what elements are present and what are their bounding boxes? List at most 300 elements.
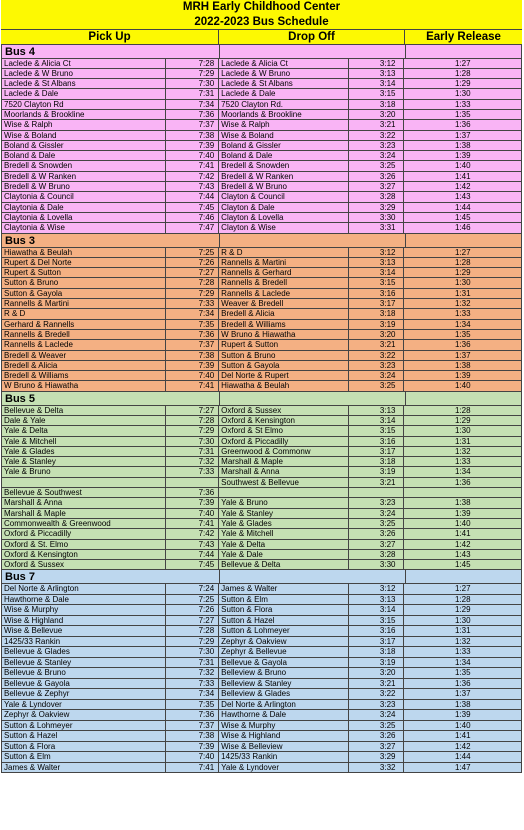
dropoff-stop: R & D bbox=[219, 248, 349, 257]
pickup-stop: Marshall & Maple bbox=[2, 509, 166, 518]
dropoff-time: 3:27 bbox=[349, 742, 405, 752]
dropoff-stop: 1425/33 Rankin bbox=[219, 752, 349, 762]
schedule-row bbox=[2, 361, 521, 371]
dropoff-time: 3:22 bbox=[349, 351, 405, 360]
pickup-time: 7:27 bbox=[166, 268, 219, 277]
early-release-time: 1:37 bbox=[454, 350, 471, 360]
dropoff-stop: Yale & Lyndover bbox=[219, 763, 349, 773]
dropoff-time: 3:25 bbox=[349, 381, 405, 390]
dropoff-time: 3:15 bbox=[349, 89, 405, 98]
early-release-time: 1:38 bbox=[454, 140, 471, 150]
early-release-time: 1:33 bbox=[454, 647, 471, 657]
dropoff-stop: Rannells & Bredell bbox=[219, 278, 349, 287]
schedule-row bbox=[2, 59, 521, 69]
early-release-time: 1:37 bbox=[454, 689, 471, 699]
dropoff-stop: Yale & Bruno bbox=[219, 498, 349, 507]
pickup-time: 7:28 bbox=[166, 278, 219, 287]
schedule-row bbox=[2, 700, 521, 711]
dropoff-stop: Yale & Dale bbox=[219, 550, 349, 559]
pickup-time: 7:26 bbox=[166, 258, 219, 267]
pickup-time: 7:40 bbox=[166, 151, 219, 160]
early-release-time: 1:43 bbox=[454, 192, 471, 202]
dropoff-stop: Wise & Murphy bbox=[219, 721, 349, 731]
schedule-row bbox=[2, 110, 521, 120]
schedule-row bbox=[2, 498, 521, 508]
schedule-row bbox=[2, 278, 521, 288]
title-line-1: MRH Early Childhood Center bbox=[1, 0, 522, 15]
schedule-row bbox=[2, 351, 521, 361]
pickup-time: 7:37 bbox=[166, 120, 219, 129]
early-release-time: 1:46 bbox=[454, 223, 471, 233]
pickup-time: 7:33 bbox=[166, 299, 219, 308]
pickup-stop: Bellevue & Stanley bbox=[2, 658, 166, 668]
pickup-time: 7:42 bbox=[166, 172, 219, 181]
dropoff-stop: Weaver & Bredell bbox=[219, 299, 349, 308]
dropoff-stop: Yale & Stanley bbox=[219, 509, 349, 518]
dropoff-stop: Sutton & Lohmeyer bbox=[219, 626, 349, 636]
early-release-time: 1:41 bbox=[454, 731, 471, 741]
schedule-row bbox=[2, 731, 521, 742]
pickup-stop: Sutton & Elm bbox=[2, 752, 166, 762]
dropoff-stop: Wise & Belleview bbox=[219, 742, 349, 752]
schedule-row bbox=[2, 69, 521, 79]
pickup-time: 7:46 bbox=[166, 213, 219, 222]
dropoff-time: 3:20 bbox=[349, 668, 405, 678]
pickup-time: 7:29 bbox=[166, 289, 219, 298]
dropoff-stop: Southwest & Bellevue bbox=[219, 478, 349, 487]
pickup-stop: Yale & Mitchell bbox=[2, 437, 166, 446]
schedule-row bbox=[2, 488, 521, 498]
dropoff-stop: Yale & Delta bbox=[219, 540, 349, 549]
early-release-time: 1:36 bbox=[454, 678, 471, 688]
bus-section bbox=[1, 392, 522, 571]
early-release-time: 1:40 bbox=[454, 161, 471, 171]
bus-heading bbox=[2, 234, 521, 248]
dropoff-time: 3:21 bbox=[349, 340, 405, 349]
pickup-stop: Laclede & W Bruno bbox=[2, 69, 166, 78]
bus-heading bbox=[2, 392, 521, 406]
pickup-stop: Laclede & Alicia Ct bbox=[2, 59, 166, 68]
early-release-time bbox=[404, 488, 521, 497]
pickup-time: 7:40 bbox=[166, 752, 219, 762]
pickup-stop: Marshall & Anna bbox=[2, 498, 166, 507]
schedule-row bbox=[2, 763, 521, 774]
pickup-stop: Gerhard & Rannells bbox=[2, 320, 166, 329]
dropoff-stop: Zephyr & Bellevue bbox=[219, 647, 349, 657]
schedule-row bbox=[2, 213, 521, 223]
dropoff-time: 3:29 bbox=[349, 752, 405, 762]
dropoff-stop: Bredell & Alicia bbox=[219, 309, 349, 318]
dropoff-time: 3:21 bbox=[349, 478, 405, 487]
early-release-time: 1:41 bbox=[454, 529, 471, 539]
dropoff-time: 3:25 bbox=[349, 519, 405, 528]
dropoff-stop: Oxford & St Elmo bbox=[219, 426, 349, 435]
pickup-stop: Bellevue & Glades bbox=[2, 647, 166, 657]
pickup-stop: Bellevue & Delta bbox=[2, 406, 166, 415]
pickup-stop: Yale & Stanley bbox=[2, 457, 166, 466]
early-release-time: 1:30 bbox=[454, 426, 471, 436]
pickup-stop: Oxford & Kensington bbox=[2, 550, 166, 559]
schedule-row bbox=[2, 268, 521, 278]
dropoff-time: 3:16 bbox=[349, 437, 405, 446]
dropoff-time: 3:31 bbox=[349, 223, 405, 232]
schedule-row bbox=[2, 668, 521, 679]
dropoff-time: 3:12 bbox=[349, 248, 405, 257]
pickup-time: 7:36 bbox=[166, 110, 219, 119]
schedule-row bbox=[2, 437, 521, 447]
pickup-stop: Claytonia & Lovella bbox=[2, 213, 166, 222]
pickup-stop: Sutton & Gayola bbox=[2, 289, 166, 298]
early-release-time: 1:32 bbox=[454, 299, 471, 309]
dropoff-time: 3:23 bbox=[349, 361, 405, 370]
dropoff-time: 3:26 bbox=[349, 731, 405, 741]
dropoff-time: 3:22 bbox=[349, 131, 405, 140]
early-release-time: 1:29 bbox=[454, 79, 471, 89]
early-release-time: 1:33 bbox=[454, 309, 471, 319]
pickup-stop: Rupert & Sutton bbox=[2, 268, 166, 277]
schedule-row bbox=[2, 371, 521, 381]
dropoff-time: 3:23 bbox=[349, 700, 405, 710]
dropoff-time: 3:25 bbox=[349, 721, 405, 731]
early-release-time: 1:30 bbox=[454, 278, 471, 288]
pickup-stop: Moorlands & Brookline bbox=[2, 110, 166, 119]
pickup-time: 7:25 bbox=[166, 248, 219, 257]
dropoff-time: 3:17 bbox=[349, 637, 405, 647]
dropoff-time: 3:15 bbox=[349, 278, 405, 287]
dropoff-stop: Marshall & Maple bbox=[219, 457, 349, 466]
dropoff-time: 3:30 bbox=[349, 213, 405, 222]
pickup-time: 7:35 bbox=[166, 320, 219, 329]
column-headers bbox=[1, 29, 522, 45]
dropoff-time: 3:18 bbox=[349, 647, 405, 657]
pickup-stop: Wise & Boland bbox=[2, 131, 166, 140]
pickup-stop: W Bruno & Hiawatha bbox=[2, 381, 166, 390]
dropoff-stop bbox=[219, 488, 349, 497]
early-release-time: 1:40 bbox=[454, 518, 471, 528]
dropoff-stop: Laclede & St Albans bbox=[219, 79, 349, 88]
pickup-time: 7:28 bbox=[166, 626, 219, 636]
pickup-stop: Bellevue & Bruno bbox=[2, 668, 166, 678]
pickup-stop: Bredell & Weaver bbox=[2, 351, 166, 360]
dropoff-stop: Del Norte & Rupert bbox=[219, 371, 349, 380]
schedule-row bbox=[2, 223, 521, 233]
early-release-time: 1:42 bbox=[454, 539, 471, 549]
pickup-stop: Zephyr & Oakview bbox=[2, 710, 166, 720]
schedule-row bbox=[2, 120, 521, 130]
pickup-stop: Dale & Yale bbox=[2, 416, 166, 425]
dropoff-stop: Clayton & Wise bbox=[219, 223, 349, 232]
schedule-row bbox=[2, 679, 521, 690]
dropoff-time: 3:17 bbox=[349, 447, 405, 456]
early-release-time: 1:28 bbox=[454, 594, 471, 604]
bus-name: Bus 7 bbox=[5, 570, 220, 583]
early-release-time: 1:42 bbox=[454, 741, 471, 751]
early-release-time: 1:29 bbox=[454, 268, 471, 278]
schedule-row bbox=[2, 742, 521, 753]
dropoff-stop: Sutton & Gayola bbox=[219, 361, 349, 370]
dropoff-time: 3:18 bbox=[349, 100, 405, 109]
pickup-time: 7:37 bbox=[166, 721, 219, 731]
early-release-time: 1:28 bbox=[454, 405, 471, 415]
pickup-stop: Hiawatha & Beulah bbox=[2, 248, 166, 257]
pickup-stop: Del Norte & Arlington bbox=[2, 584, 166, 594]
dropoff-time: 3:25 bbox=[349, 161, 405, 170]
dropoff-time: 3:19 bbox=[349, 467, 405, 476]
dropoff-stop: Oxford & Sussex bbox=[219, 406, 349, 415]
dropoff-time: 3:27 bbox=[349, 540, 405, 549]
pickup-stop: Bellevue & Southwest bbox=[2, 488, 166, 497]
pickup-stop: Oxford & Sussex bbox=[2, 560, 166, 569]
dropoff-time: 3:26 bbox=[349, 172, 405, 181]
dropoff-stop: Bredell & W Ranken bbox=[219, 172, 349, 181]
pickup-time: 7:34 bbox=[166, 100, 219, 109]
dropoff-stop: Sutton & Flora bbox=[219, 605, 349, 615]
pickup-time: 7:43 bbox=[166, 540, 219, 549]
early-release-time: 1:43 bbox=[454, 549, 471, 559]
pickup-stop: Rupert & Del Norte bbox=[2, 258, 166, 267]
early-release-time: 1:35 bbox=[454, 668, 471, 678]
schedule-row bbox=[2, 320, 521, 330]
dropoff-time: 3:24 bbox=[349, 371, 405, 380]
dropoff-stop: Bredell & Williams bbox=[219, 320, 349, 329]
schedule-row bbox=[2, 248, 521, 258]
dropoff-time: 3:12 bbox=[349, 59, 405, 68]
pickup-time: 7:38 bbox=[166, 131, 219, 140]
pickup-time: 7:25 bbox=[166, 595, 219, 605]
dropoff-stop: Rupert & Sutton bbox=[219, 340, 349, 349]
dropoff-stop: Zephyr & Oakview bbox=[219, 637, 349, 647]
pickup-time: 7:38 bbox=[166, 351, 219, 360]
pickup-stop: Wise & Highland bbox=[2, 616, 166, 626]
dropoff-stop: Oxford & Piccadilly bbox=[219, 437, 349, 446]
dropoff-time: 3:19 bbox=[349, 658, 405, 668]
schedule-row bbox=[2, 626, 521, 637]
pickup-time: 7:40 bbox=[166, 371, 219, 380]
dropoff-stop: Oxford & Kensington bbox=[219, 416, 349, 425]
dropoff-stop: Bredell & Snowden bbox=[219, 161, 349, 170]
early-release-time: 1:32 bbox=[454, 636, 471, 646]
early-release-time: 1:45 bbox=[454, 212, 471, 222]
pickup-stop: Boland & Dale bbox=[2, 151, 166, 160]
early-release-time: 1:29 bbox=[454, 416, 471, 425]
dropoff-time: 3:14 bbox=[349, 268, 405, 277]
dropoff-time: 3:13 bbox=[349, 69, 405, 78]
schedule-row bbox=[2, 340, 521, 350]
pickup-stop: Rannells & Martini bbox=[2, 299, 166, 308]
schedule-row bbox=[2, 406, 521, 416]
bus-section bbox=[1, 570, 522, 773]
bus-schedule-sheet bbox=[1, 0, 522, 773]
pickup-time: 7:24 bbox=[166, 584, 219, 594]
pickup-stop: Sutton & Bruno bbox=[2, 278, 166, 287]
pickup-time: 7:31 bbox=[166, 447, 219, 456]
early-release-time: 1:27 bbox=[454, 58, 471, 68]
pickup-time: 7:35 bbox=[166, 700, 219, 710]
dropoff-stop: Sutton & Bruno bbox=[219, 351, 349, 360]
pickup-time: 7:41 bbox=[166, 519, 219, 528]
schedule-row bbox=[2, 192, 521, 202]
early-release-time: 1:31 bbox=[454, 288, 471, 298]
pickup-stop: Bredell & Snowden bbox=[2, 161, 166, 170]
dropoff-time: 3:28 bbox=[349, 192, 405, 201]
early-release-time: 1:35 bbox=[454, 329, 471, 339]
pickup-time: 7:39 bbox=[166, 742, 219, 752]
early-release-time: 1:28 bbox=[454, 68, 471, 78]
early-release-time: 1:42 bbox=[454, 182, 471, 192]
early-release-time: 1:47 bbox=[454, 762, 471, 772]
pickup-stop: Yale & Bruno bbox=[2, 467, 166, 476]
dropoff-stop: Del Norte & Arlington bbox=[219, 700, 349, 710]
pickup-time: 7:41 bbox=[166, 161, 219, 170]
early-release-header: Early Release bbox=[426, 31, 501, 43]
pickup-time bbox=[166, 478, 219, 487]
schedule-row bbox=[2, 426, 521, 436]
pickup-stop: Commonwealth & Greenwood bbox=[2, 519, 166, 528]
dropoff-time: 3:13 bbox=[349, 406, 405, 415]
dropoff-stop: Laclede & W Bruno bbox=[219, 69, 349, 78]
pickup-stop: James & Walter bbox=[2, 763, 166, 773]
dropoff-time: 3:14 bbox=[349, 79, 405, 88]
pickup-stop: R & D bbox=[2, 309, 166, 318]
pickup-time: 7:42 bbox=[166, 529, 219, 538]
pickup-stop: Laclede & Dale bbox=[2, 89, 166, 98]
schedule-row bbox=[2, 151, 521, 161]
schedule-row bbox=[2, 752, 521, 763]
early-release-time: 1:39 bbox=[454, 371, 471, 381]
dropoff-time: 3:24 bbox=[349, 710, 405, 720]
pickup-stop: Bellevue & Zephyr bbox=[2, 689, 166, 699]
schedule-row bbox=[2, 616, 521, 627]
pickup-time: 7:38 bbox=[166, 731, 219, 741]
schedule-row bbox=[2, 79, 521, 89]
schedule-row bbox=[2, 509, 521, 519]
dropoff-time: 3:30 bbox=[349, 560, 405, 569]
dropoff-stop: James & Walter bbox=[219, 584, 349, 594]
pickup-time: 7:33 bbox=[166, 679, 219, 689]
dropoff-time: 3:13 bbox=[349, 258, 405, 267]
schedule-row bbox=[2, 467, 521, 477]
schedule-row bbox=[2, 381, 521, 391]
dropoff-time: 3:19 bbox=[349, 320, 405, 329]
dropoff-stop: Greenwood & Commonw bbox=[219, 447, 349, 456]
early-release-time: 1:33 bbox=[454, 99, 471, 109]
pickup-stop: Yale & Glades bbox=[2, 447, 166, 456]
pickup-time: 7:41 bbox=[166, 381, 219, 390]
dropoff-stop: Sutton & Elm bbox=[219, 595, 349, 605]
pickup-stop: 7520 Clayton Rd bbox=[2, 100, 166, 109]
dropoff-time: 3:22 bbox=[349, 689, 405, 699]
pickup-stop: Sutton & Hazel bbox=[2, 731, 166, 741]
pickup-time: 7:47 bbox=[166, 223, 219, 232]
pickup-time: 7:45 bbox=[166, 560, 219, 569]
early-release-time: 1:29 bbox=[454, 605, 471, 615]
early-release-time: 1:41 bbox=[454, 171, 471, 181]
pickup-time: 7:28 bbox=[166, 416, 219, 425]
pickup-stop: Oxford & Piccadilly bbox=[2, 529, 166, 538]
dropoff-stop: Belleview & Glades bbox=[219, 689, 349, 699]
schedule-row bbox=[2, 595, 521, 606]
dropoff-stop: Laclede & Alicia Ct bbox=[219, 59, 349, 68]
dropoff-stop: Wise & Ralph bbox=[219, 120, 349, 129]
pickup-stop: Oxford & St. Elmo bbox=[2, 540, 166, 549]
dropoff-stop: Sutton & Hazel bbox=[219, 616, 349, 626]
schedule-row bbox=[2, 529, 521, 539]
pickup-stop: Laclede & St Albans bbox=[2, 79, 166, 88]
pickup-time: 7:32 bbox=[166, 668, 219, 678]
early-release-time: 1:36 bbox=[454, 477, 471, 487]
dropoff-stop: Rannells & Laclede bbox=[219, 289, 349, 298]
schedule-row bbox=[2, 289, 521, 299]
dropoff-time: 3:14 bbox=[349, 605, 405, 615]
schedule-row bbox=[2, 637, 521, 648]
pickup-stop: 1425/33 Rankin bbox=[2, 637, 166, 647]
bus-sections bbox=[1, 45, 522, 774]
dropoff-time: 3:18 bbox=[349, 457, 405, 466]
pickup-time: 7:30 bbox=[166, 79, 219, 88]
pickup-time: 7:29 bbox=[166, 69, 219, 78]
dropoff-stop: Wise & Boland bbox=[219, 131, 349, 140]
early-release-time: 1:35 bbox=[454, 109, 471, 119]
dropoff-stop: Wise & Highland bbox=[219, 731, 349, 741]
pickup-time: 7:36 bbox=[166, 488, 219, 497]
dropoff-stop: Boland & Gissler bbox=[219, 141, 349, 150]
pickup-time: 7:31 bbox=[166, 89, 219, 98]
schedule-row bbox=[2, 258, 521, 268]
pickup-stop: Hawthorne & Dale bbox=[2, 595, 166, 605]
pickup-stop: Sutton & Lohmeyer bbox=[2, 721, 166, 731]
schedule-row bbox=[2, 203, 521, 213]
early-release-time: 1:38 bbox=[454, 699, 471, 709]
schedule-row bbox=[2, 550, 521, 560]
pickup-time: 7:39 bbox=[166, 498, 219, 507]
early-release-time: 1:39 bbox=[454, 151, 471, 161]
early-release-time: 1:27 bbox=[454, 584, 471, 594]
dropoff-time: 3:21 bbox=[349, 679, 405, 689]
dropoff-time: 3:21 bbox=[349, 120, 405, 129]
early-release-time: 1:44 bbox=[454, 752, 471, 762]
dropoff-stop: Bredell & W Bruno bbox=[219, 182, 349, 191]
early-release-time: 1:33 bbox=[454, 457, 471, 467]
schedule-row bbox=[2, 89, 521, 99]
pickup-stop: Bredell & W Ranken bbox=[2, 172, 166, 181]
pickup-stop: Claytonia & Dale bbox=[2, 203, 166, 212]
schedule-row bbox=[2, 299, 521, 309]
bus-section bbox=[1, 234, 522, 392]
dropoff-time: 3:23 bbox=[349, 141, 405, 150]
dropoff-stop: Bellevue & Gayola bbox=[219, 658, 349, 668]
early-release-time: 1:38 bbox=[454, 498, 471, 508]
pickup-stop: Wise & Bellevue bbox=[2, 626, 166, 636]
dropoff-time: 3:18 bbox=[349, 309, 405, 318]
schedule-row bbox=[2, 584, 521, 595]
pickup-time: 7:39 bbox=[166, 141, 219, 150]
dropoff-time: 3:23 bbox=[349, 498, 405, 507]
early-release-time: 1:45 bbox=[454, 560, 471, 570]
early-release-time: 1:31 bbox=[454, 626, 471, 636]
dropoff-time: 3:14 bbox=[349, 416, 405, 425]
schedule-row bbox=[2, 647, 521, 658]
pickup-time: 7:32 bbox=[166, 457, 219, 466]
schedule-row bbox=[2, 540, 521, 550]
dropoff-time: 3:16 bbox=[349, 626, 405, 636]
schedule-row bbox=[2, 721, 521, 732]
dropoff-time: 3:17 bbox=[349, 299, 405, 308]
pickup-stop: Claytonia & Wise bbox=[2, 223, 166, 232]
bus-name: Bus 3 bbox=[5, 234, 220, 247]
pickup-time: 7:36 bbox=[166, 330, 219, 339]
pickup-stop: Bredell & W Bruno bbox=[2, 182, 166, 191]
bus-heading bbox=[2, 570, 521, 584]
